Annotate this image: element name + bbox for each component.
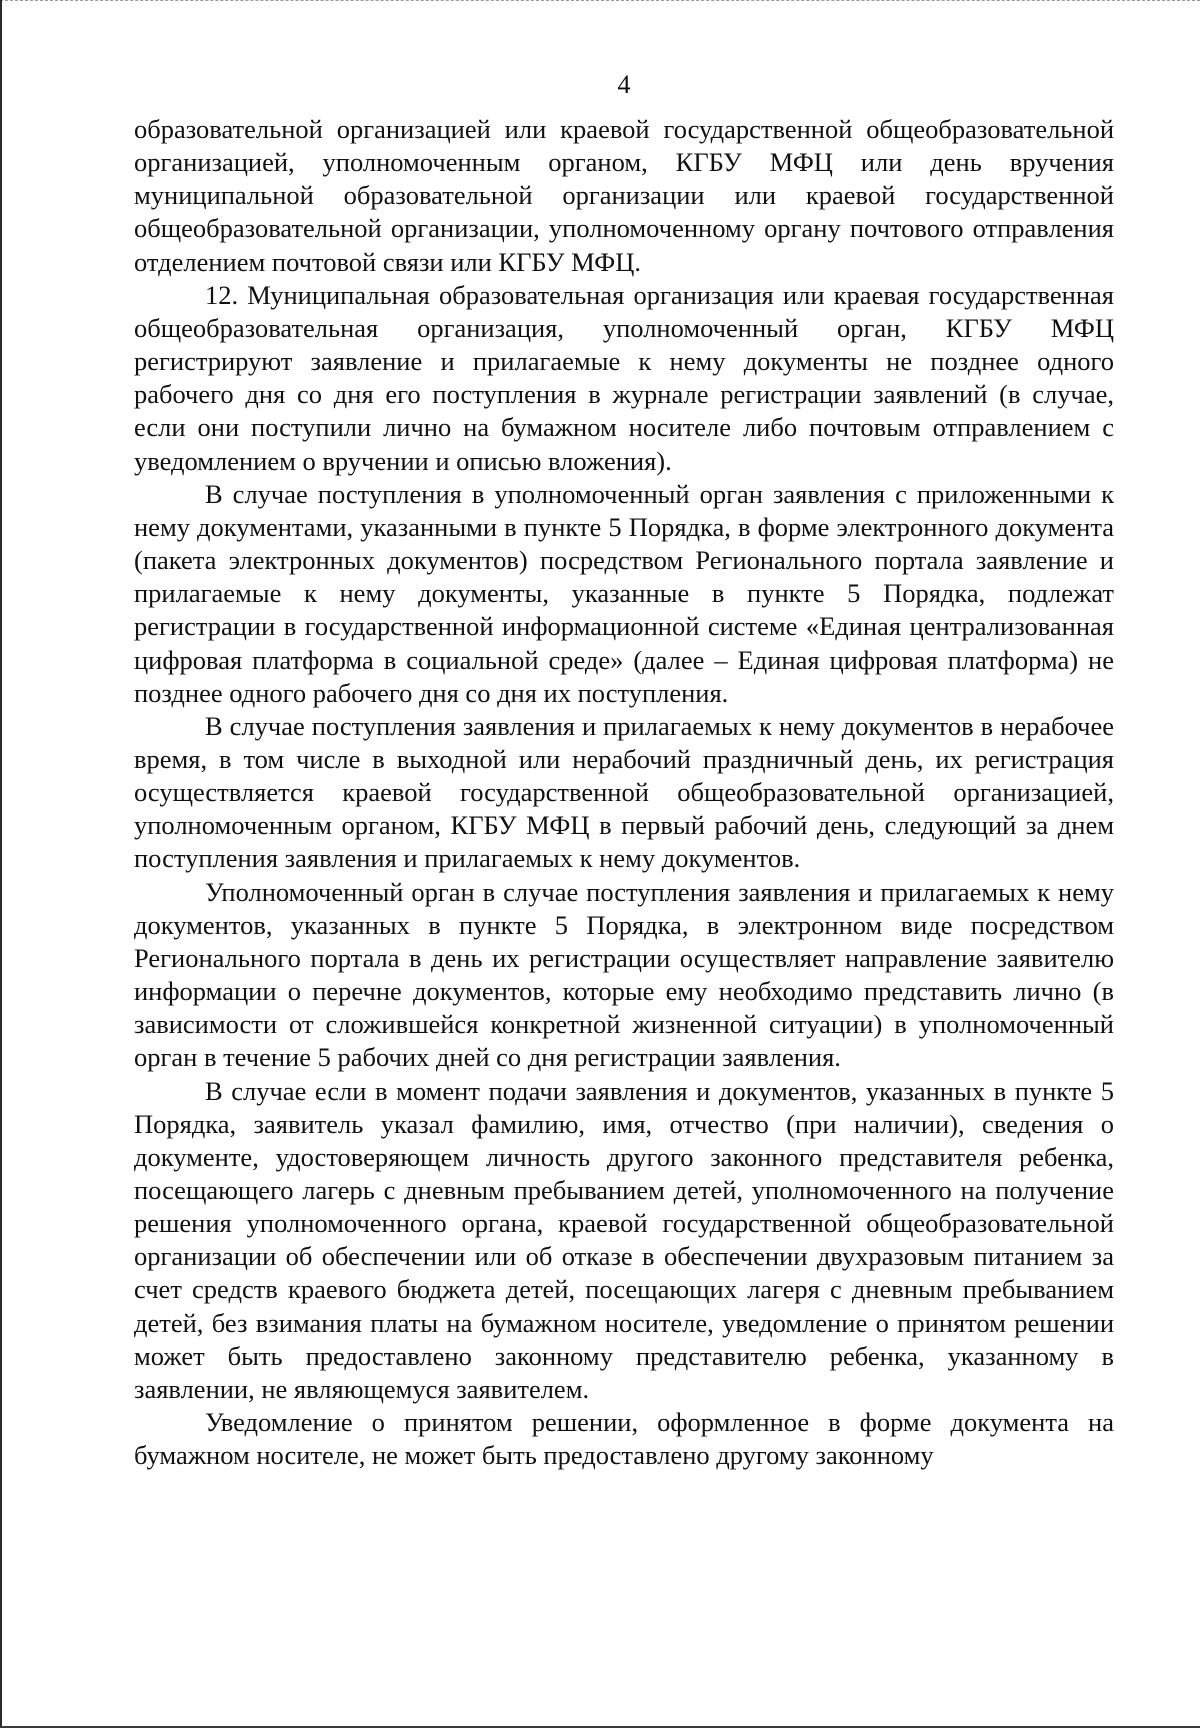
- paragraph-authorized-body: Уполномоченный орган в случае поступления заявления и прилагаемых к нему документов, указанных в пункте 5 Порядка, в электронном виде посредством Регионального портала в день их регистрации осуществляет направление заявителю информации о перечне документов, которые ему необходимо представить лично (в зависимости от сложившейся конкретной жизненной ситуации) в уполномоченный орган в течение 5 рабочих дней со дня регистрации заявления.: [134, 876, 1114, 1073]
- scan-edge-top: [0, 0, 1200, 3]
- document-body: [134, 113, 1114, 1472]
- page-number: 4: [617, 70, 631, 99]
- paragraph-item-12: 12. Муниципальная образовательная организация или краевая государственная общеобразовательная организация, уполномоченный орган, КГБУ МФЦ регистрируют заявление и прилагаемые к нему документы не позднее одного рабочего дня со дня его поступления в журнале регистрации заявлений (в случае, если они поступили лично на бумажном носителе либо почтовым отправлением с уведомлением о вручении и описью вложения).: [134, 279, 1114, 476]
- paragraph-non-working-time: В случае поступления заявления и прилагаемых к нему документов в нерабочее время, в том числе в выходной или нерабочий праздничный день, их регистрация осуществляется краевой государственной общеобразовательной организацией, уполномоченным органом, КГБУ МФЦ в первый рабочий день, следующий за днем поступления заявления и прилагаемых к нему документов.: [134, 710, 1114, 874]
- scan-edge-left: [0, 0, 2, 1728]
- paragraph-notification: Уведомление о принятом решении, оформленное в форме документа на бумажном носителе, не может быть предоставлено другому законному: [134, 1407, 1114, 1471]
- paragraph-continuation: образовательной организацией или краевой государственной общеобразовательной организацией, уполномоченным органом, КГБУ МФЦ или день вручения муниципальной образовательной организации или краевой государственной общеобразовательной организации, уполномоченному органу почтового отправления отделением почтовой связи или КГБУ МФЦ.: [134, 114, 1114, 277]
- paragraph-electronic-submission: В случае поступления в уполномоченный орган заявления с приложенными к нему документами, указанными в пункте 5 Порядка, в форме электронного документа (пакета электронных документов) посредством Регионального портала заявление и прилагаемые к нему документы, указанные в пункте 5 Порядка, подлежат регистрации в государственной информационной системе «Единая централизованная цифровая платформа в социальной среде» (далее – Единая цифровая платформа) не позднее одного рабочего дня со дня их поступления.: [134, 478, 1114, 708]
- paragraph-other-representative: В случае если в момент подачи заявления и документов, указанных в пункте 5 Порядка, заявитель указал фамилию, имя, отчество (при наличии), сведения о документе, удостоверяющем личность другого законного представителя ребенка, посещающего лагерь с дневным пребыванием детей, уполномоченного на получение решения уполномоченного органа, краевой государственной общеобразовательной организации об обеспечении или об отказе в обеспечении двухразовым питанием за счет средств краевого бюджета детей, посещающих лагеря с дневным пребыванием детей, без взимания платы на бумажном носителе, уведомление о принятом решении может быть предоставлено законному представителю ребенка, указанному в заявлении, не являющемуся заявителем.: [134, 1075, 1114, 1404]
